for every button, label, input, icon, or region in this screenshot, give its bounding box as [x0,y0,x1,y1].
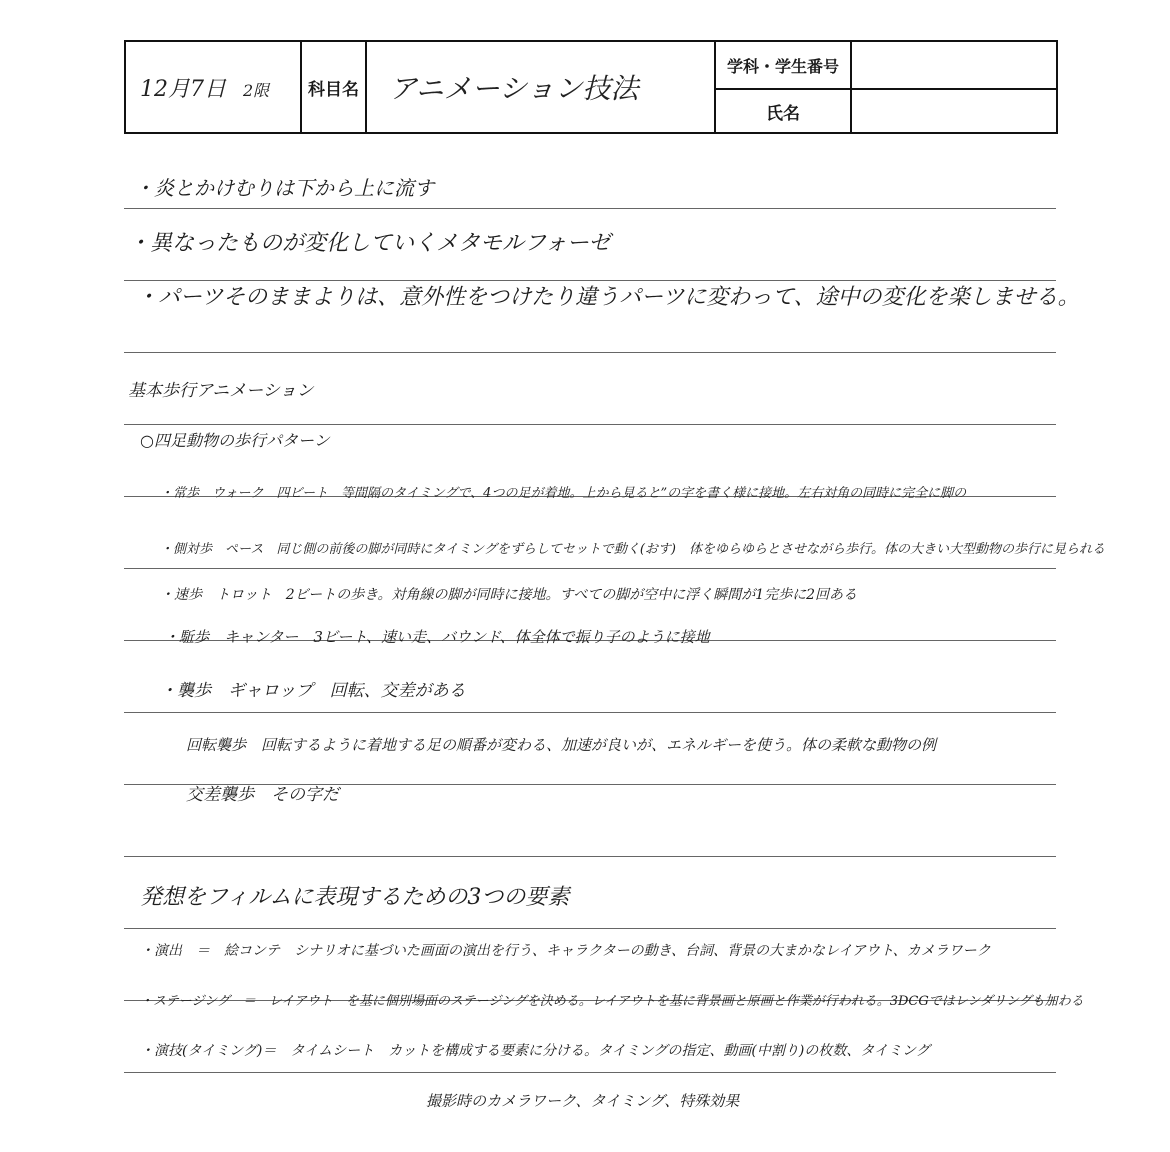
student-id-label: 学科・学生番号 [715,41,851,89]
ruled-line [124,352,1056,353]
subject-label: 科目名 [301,41,366,133]
note-line: ・異なったものが変化していくメタモルフォーゼ [128,231,611,256]
name-label: 氏名 [715,89,851,133]
ruled-line [124,208,1056,209]
ruled-line [124,568,1056,569]
note-line: ・駈歩 キャンター 3ビート、速い走、バウンド、体全体で振り子のように接地 [164,628,710,646]
note-line: 発想をフィルムに表現するための3つの要素 [140,885,570,910]
note-line: ・襲歩 ギャロップ 回転、交差がある [160,681,466,701]
ruled-line [124,424,1056,425]
ruled-line [124,712,1056,713]
note-line: ・ステージング ＝ レイアウト を基に個別場面のステージングを決める。レイアウトを基に背景画と原画と作業が行われる。3DCGではレンダリングも加わる [140,994,1084,1009]
subject-value: アニメーション技法 [366,41,715,133]
ruled-line [124,928,1056,929]
note-line: ・速歩 トロット 2ビートの歩き。対角線の脚が同時に接地。すべての脚が空中に浮く瞬間が1完歩に2回ある [160,587,858,603]
note-line: ・演技(タイミング)＝ タイムシート カットを構成する要素に分ける。タイミングの指定、動画(中割り)の枚数、タイミング [140,1043,930,1059]
note-line: 撮影時のカメラワーク、タイミング、特殊効果 [426,1092,740,1110]
note-line: ・側対歩 ペース 同じ側の前後の脚が同時にタイミングをずらしてセットで動く(おす) 体をゆらゆらとさせながら歩行。体の大きい大型動物の歩行に見られる [160,542,1118,557]
note-line: ・常歩 ウォーク 四ビート 等間隔のタイミングで、4つの足が着地。上から見ると”の字を書く様に接地。左右対角の同時に完全に脚の [160,486,967,501]
name-value [851,89,1057,133]
ruled-line [124,1072,1056,1073]
note-line: ・演出 ＝ 絵コンテ シナリオに基づいた画面の演出を行う、キャラクターの動き、台詞、背景の大まかなレイアウト、カメラワーク [140,943,991,959]
header-table [124,40,1058,134]
date-value: 12月7日 [140,76,226,102]
note-line: ・パーツそのままよりは、意外性をつけたり違うパーツに変わって、途中の変化を楽しませる。 [136,285,1080,310]
note-line: 交差襲歩 その字だ [186,785,339,805]
note-line: ・炎とかけむりは下から上に流す [134,176,434,200]
note-line: ○四足動物の歩行パターン [140,431,330,450]
period-value: 2限 [243,80,270,100]
ruled-line [124,856,1056,857]
note-line: 基本歩行アニメーション [128,381,314,401]
student-id-value [851,41,1057,89]
note-line: 回転襲歩 回転するように着地する足の順番が変わる、加速が良いが、エネルギーを使う。体の柔軟な動物の例 [186,736,937,754]
date-period-cell [125,41,301,133]
